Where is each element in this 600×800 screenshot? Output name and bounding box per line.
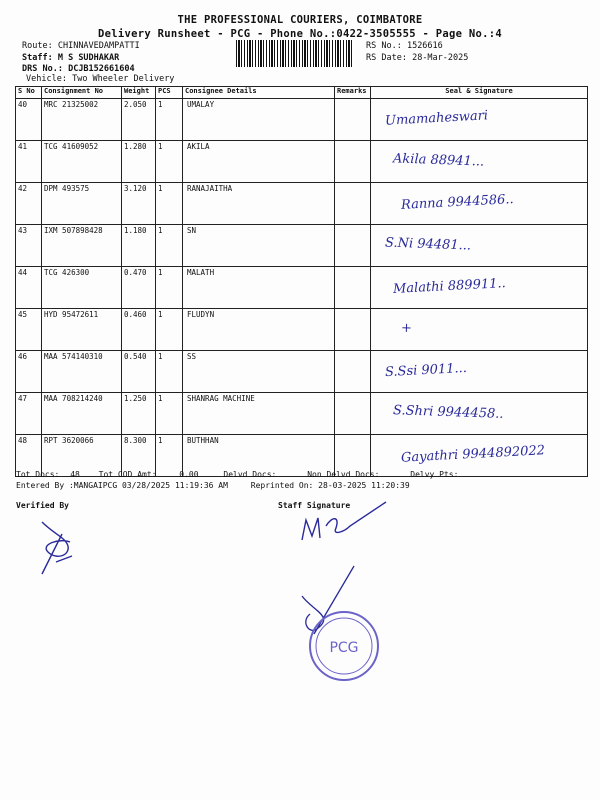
delvd-docs-label: Delvd Docs: xyxy=(223,470,277,479)
consignment-cell: MAA 574140310 xyxy=(42,351,122,393)
remarks-cell xyxy=(335,183,371,225)
weight-cell: 2.050 xyxy=(122,99,156,141)
staff-label: Staff: xyxy=(22,53,53,63)
consignment-cell: MRC 21325002 xyxy=(42,99,122,141)
handwritten-signature: Malathi 889911.. xyxy=(392,276,507,297)
col-header-consignee: Consignee Details xyxy=(183,87,335,99)
seal-signature-cell xyxy=(371,267,588,309)
pcs-cell: 1 xyxy=(156,225,183,267)
sno-cell: 40 xyxy=(16,99,42,141)
vehicle-line xyxy=(26,74,174,84)
delvy-pts-label: Delvy Pts: xyxy=(410,470,459,479)
consignee-cell: SN xyxy=(183,225,335,267)
remarks-cell xyxy=(335,351,371,393)
table-header-row xyxy=(16,87,588,99)
seal-signature-cell xyxy=(371,99,588,141)
route-value: CHINNAVEDAMPATTI xyxy=(57,41,140,51)
remarks-cell xyxy=(335,309,371,351)
consignment-cell: DPM 493575 xyxy=(42,183,122,225)
sno-cell: 47 xyxy=(16,393,42,435)
table-row xyxy=(16,351,588,393)
seal-signature-cell xyxy=(371,225,588,267)
staff-signature-label: Staff Signature xyxy=(278,501,351,510)
weight-cell: 0.540 xyxy=(122,351,156,393)
drs-line xyxy=(22,64,135,74)
consignee-cell: RANAJAITHA xyxy=(183,183,335,225)
consignee-cell: AKILA xyxy=(183,141,335,183)
handwritten-signature: Gayathri 9944892022 xyxy=(400,443,546,466)
rs-no-label: RS No.: xyxy=(366,41,402,51)
pcs-cell: 1 xyxy=(156,183,183,225)
tot-docs-value: 48 xyxy=(70,470,80,479)
consignee-cell: FLUDYN xyxy=(183,309,335,351)
route-label: Route: xyxy=(22,41,53,51)
runsheet-subtitle: Delivery Runsheet - PCG - Phone No.:0422-3505555 - Page No.:4 xyxy=(98,28,502,40)
handwritten-signature: + xyxy=(400,320,413,337)
consignee-cell: BUTHHAN xyxy=(183,435,335,477)
tot-cod-label: Tot COD Amt: xyxy=(98,470,157,479)
handwritten-signature: Ranna 9944586.. xyxy=(400,192,514,213)
drs-label: DRS No.: xyxy=(22,64,63,74)
table-row xyxy=(16,141,588,183)
handwritten-signature: Umamaheswari xyxy=(384,108,489,129)
seal-signature-cell xyxy=(371,351,588,393)
table-row xyxy=(16,309,588,351)
remarks-cell xyxy=(335,393,371,435)
col-header-sno: S No xyxy=(16,87,42,99)
col-header-remarks: Remarks xyxy=(335,87,371,99)
remarks-cell xyxy=(335,267,371,309)
weight-cell: 1.280 xyxy=(122,141,156,183)
company-title: THE PROFESSIONAL COURIERS, COIMBATORE xyxy=(177,14,423,26)
staff-value: M S SUDHAKAR xyxy=(57,53,120,63)
pcs-cell: 1 xyxy=(156,393,183,435)
weight-cell: 0.460 xyxy=(122,309,156,351)
consignment-cell: MAA 708214240 xyxy=(42,393,122,435)
barcode-image xyxy=(236,40,354,67)
pcs-cell: 1 xyxy=(156,99,183,141)
seal-signature-cell xyxy=(371,393,588,435)
sno-cell: 42 xyxy=(16,183,42,225)
reprinted-on: Reprinted On: 28-03-2025 11:20:39 xyxy=(250,481,410,490)
table-row xyxy=(16,393,588,435)
handwritten-signature: Akila 88941... xyxy=(392,151,485,170)
weight-cell: 1.250 xyxy=(122,393,156,435)
summary-line xyxy=(16,470,458,479)
verified-by-label: Verified By xyxy=(16,501,69,510)
route-line xyxy=(22,41,140,51)
verifier-signature-image xyxy=(36,516,86,582)
stamp-text: PCG xyxy=(329,640,359,656)
consignee-cell: SS xyxy=(183,351,335,393)
handwritten-signature: S.Shri 9944458.. xyxy=(392,403,504,422)
vehicle-value: Two Wheeler Delivery xyxy=(72,74,175,84)
pcg-stamp xyxy=(294,562,394,690)
weight-cell: 8.300 xyxy=(122,435,156,477)
col-header-consignment: Consignment No xyxy=(42,87,122,99)
rs-date-value: 28-Mar-2025 xyxy=(412,53,469,63)
seal-signature-cell xyxy=(371,183,588,225)
consignment-cell: IXM 507898428 xyxy=(42,225,122,267)
table-row xyxy=(16,99,588,141)
rs-date-line xyxy=(366,53,468,63)
consignee-cell: MALATH xyxy=(183,267,335,309)
pcs-cell: 1 xyxy=(156,141,183,183)
sno-cell: 48 xyxy=(16,435,42,477)
sno-cell: 41 xyxy=(16,141,42,183)
remarks-cell xyxy=(335,225,371,267)
vehicle-label: Vehicle: xyxy=(26,74,67,84)
col-header-weight: Weight xyxy=(122,87,156,99)
runsheet-table xyxy=(15,86,588,477)
non-delvd-docs-label: Non Delvd Docs: xyxy=(307,470,380,479)
seal-signature-cell xyxy=(371,309,588,351)
tot-cod-value: 0.00 xyxy=(179,470,199,479)
remarks-cell xyxy=(335,141,371,183)
col-header-pcs: PCS xyxy=(156,87,183,99)
sno-cell: 46 xyxy=(16,351,42,393)
pcs-cell: 1 xyxy=(156,435,183,477)
seal-signature-cell xyxy=(371,141,588,183)
pcs-cell: 1 xyxy=(156,309,183,351)
staff-signature-image xyxy=(298,486,388,548)
consignment-cell: RPT 3620066 xyxy=(42,435,122,477)
pcs-cell: 1 xyxy=(156,267,183,309)
pcs-cell: 1 xyxy=(156,351,183,393)
sno-cell: 45 xyxy=(16,309,42,351)
consignee-cell: UMALAY xyxy=(183,99,335,141)
handwritten-signature: S.Ssi 9011... xyxy=(384,360,468,381)
rs-no-value: 1526616 xyxy=(406,41,443,51)
rs-no-line xyxy=(366,41,443,51)
col-header-seal-signature: Seal & Signature xyxy=(371,87,588,99)
table-row xyxy=(16,183,588,225)
drs-value: DCJB152661604 xyxy=(68,64,135,74)
weight-cell: 3.120 xyxy=(122,183,156,225)
table-row xyxy=(16,267,588,309)
consignment-cell: TCG 426300 xyxy=(42,267,122,309)
weight-cell: 1.180 xyxy=(122,225,156,267)
weight-cell: 0.470 xyxy=(122,267,156,309)
handwritten-signature: S.Ni 94481... xyxy=(384,235,472,254)
entered-by: Entered By :MANGAIPCG 03/28/2025 11:19:36 AM xyxy=(16,481,228,490)
sno-cell: 44 xyxy=(16,267,42,309)
staff-line xyxy=(22,53,119,63)
rs-date-label: RS Date: xyxy=(366,53,407,63)
remarks-cell xyxy=(335,99,371,141)
consignment-cell: TCG 41609052 xyxy=(42,141,122,183)
consignment-cell: HYD 95472611 xyxy=(42,309,122,351)
tot-docs-label: Tot Docs: xyxy=(16,470,60,479)
sno-cell: 43 xyxy=(16,225,42,267)
table-row xyxy=(16,225,588,267)
consignee-cell: SHANRAG MACHINE xyxy=(183,393,335,435)
